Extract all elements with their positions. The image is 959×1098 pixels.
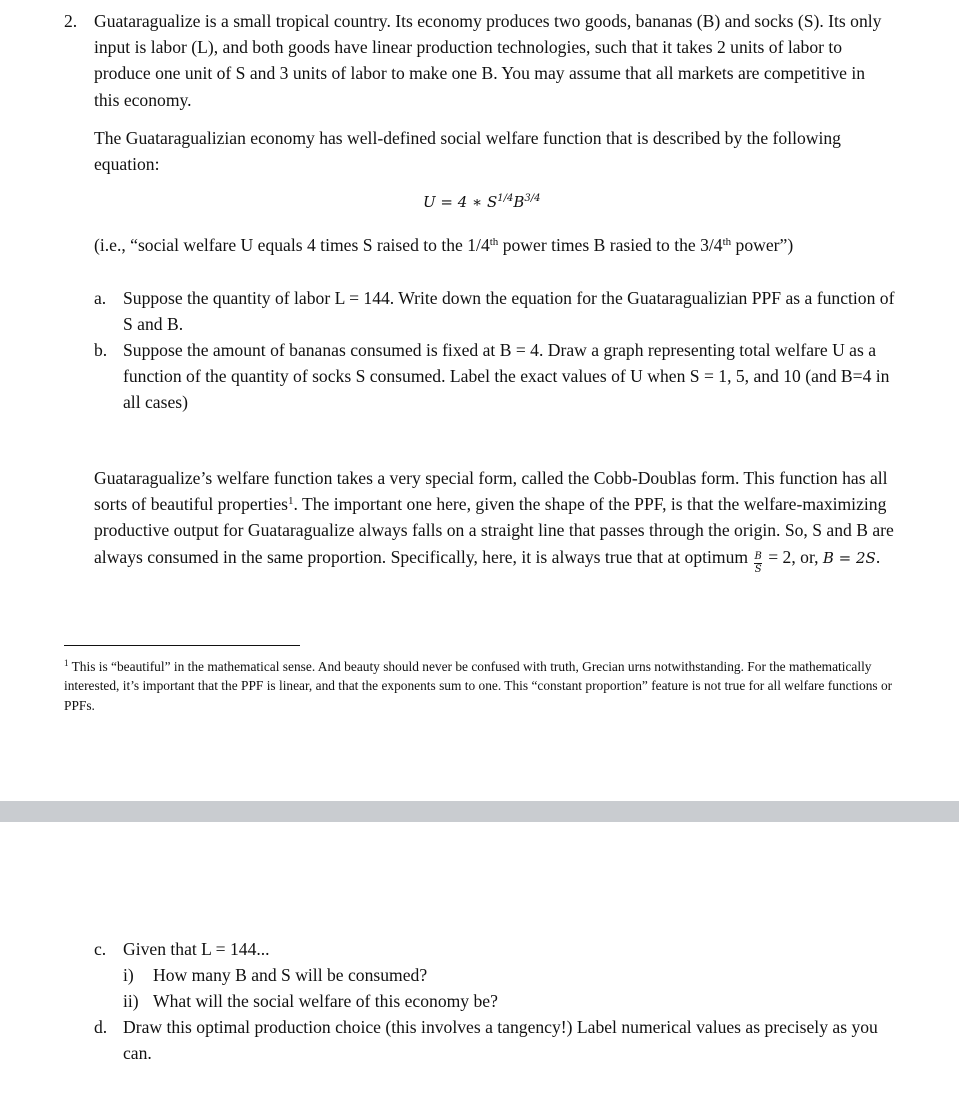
part-c-ii-text: What will the social welfare of this economy be?	[153, 991, 498, 1011]
fraction-numerator: B	[754, 550, 762, 562]
cobb-douglas-paragraph	[94, 465, 899, 575]
footnote-body: This is “beautiful” in the mathematical sense. And beauty should never be confused with truth, Grecian urns notwithstanding. For the mathematically interested, it’s important that the PPF is linear, and that the exponents sum to one. This “constant proportion” feature is not true for all welfare functions or PPFs.	[64, 659, 893, 713]
equation-b: B	[513, 193, 525, 211]
footnote-reference: 1	[287, 495, 294, 508]
part-d-label: d.	[94, 1017, 108, 1037]
part-c-i-text: How many B and S will be consumed?	[153, 965, 428, 985]
footnote-text	[64, 657, 894, 715]
part-c-text: Given that L = 144...	[123, 939, 270, 959]
cobb-period: .	[875, 546, 881, 567]
gloss-part2: power times B rasied to the 3/4	[498, 235, 723, 255]
intro-paragraph: Guataragualize is a small tropical country. Its economy produces two goods, bananas (B) and socks (S). Its only input is labor (L), and both goods have linear production technologies, such that it takes 2 units of labor to produce one unit of S and 3 units of labor to make one B. You may assume that all markets are competitive in this economy.	[94, 11, 882, 110]
part-c-label: c.	[94, 939, 107, 959]
equation-lhs: U = 4 ∗ S	[423, 193, 498, 211]
question-number: 2.	[64, 11, 78, 31]
part-a-text: Suppose the quantity of labor L = 144. Write down the equation for the Guataragualizian PPF as a function of S and B.	[123, 288, 895, 335]
gloss-sup1: th	[489, 236, 499, 248]
ratio-fraction	[754, 552, 761, 575]
welfare-intro-paragraph: The Guataragualizian economy has well-defined social welfare function that is described by the following equation:	[94, 128, 841, 175]
equation-b-exponent: 3/4	[524, 193, 541, 204]
part-d-text: Draw this optimal production choice (this involves a tangency!) Label numerical values as precisely as you can.	[123, 1017, 878, 1064]
cobb-text3: = 2, or,	[763, 546, 823, 567]
part-a-label: a.	[94, 288, 107, 308]
part-c-ii-label: ii)	[123, 991, 139, 1011]
welfare-equation	[423, 193, 541, 211]
cobb-text2: . The important one here, given the shape of the PPF, is that the welfare-maximizing productive output for Guataragualize always falls on a straight line that passes through the origin. So, S and B are always consumed in the same proportion. Specifically, here, it is always true that at optimum	[94, 494, 894, 567]
gloss-part1: (i.e., “social welfare U equals 4 times S raised to the 1/4	[94, 235, 490, 255]
page-break-divider	[0, 801, 959, 822]
gloss-sup2: th	[722, 236, 732, 248]
equation-s-exponent: 1/4	[497, 193, 514, 204]
cobb-text1: Guataragualize’s welfare function takes a very special form, called the Cobb-Doublas form. This function has all sorts of beautiful properties	[94, 468, 888, 515]
equation-gloss	[94, 232, 924, 258]
footnote-separator	[64, 645, 300, 646]
gloss-part3: power”)	[731, 235, 794, 255]
part-b-label: b.	[94, 340, 108, 360]
part-b-text: Suppose the amount of bananas consumed is fixed at B = 4. Draw a graph representing total welfare U as a function of the quantity of socks S consumed. Label the exact values of U when S = 1, 5, and 10 (and B=4 in all cases)	[123, 340, 890, 413]
fraction-denominator: S	[754, 563, 762, 575]
part-c-i-label: i)	[123, 965, 134, 985]
optimum-equation: B = 2S	[822, 548, 876, 567]
footnote-mark: 1	[64, 658, 69, 668]
